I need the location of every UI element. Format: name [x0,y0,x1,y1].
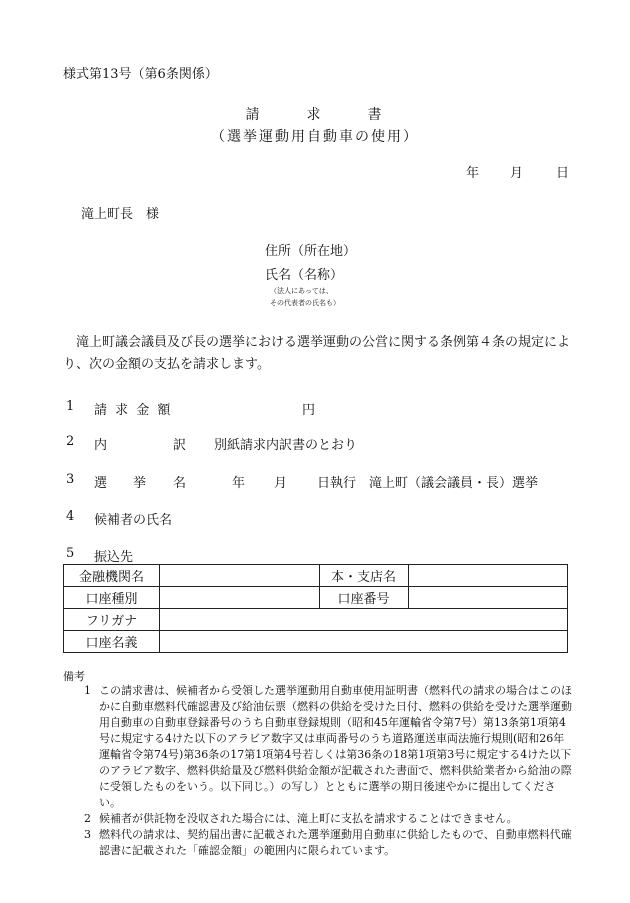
item-3-label-a: 選 [94,476,108,491]
account-type-field[interactable] [160,587,320,609]
bank-name-field[interactable] [160,565,320,587]
name-note-1: （法人にあっては、 [270,287,333,295]
item-3-rest: 日執行 滝上町（議会議員・長）選挙 [317,476,539,491]
account-name-field[interactable] [160,631,568,653]
address-label: 住所（所在地） [265,244,357,259]
item-3-label-c: 名 [173,476,187,491]
item-2-value: 別紙請求内訳書のとおり [214,438,358,453]
item-3-year: 年 [232,476,246,491]
date-year: 年 [466,166,480,181]
account-number-field[interactable] [408,587,568,609]
name-label: 氏名（名称） [265,268,344,283]
title-char-3: 書 [367,107,385,123]
furigana-field[interactable] [160,609,568,631]
remarks-heading: 備考 [63,670,85,683]
document-subtitle: （選挙運動用自動車の使用） [211,129,419,145]
table-row [64,565,568,587]
title-char-1: 請 [245,107,263,123]
branch-label: 本・支店名 [319,565,408,587]
item-5-number: 5 [66,546,75,561]
item-2-number: 2 [66,434,75,449]
note-3-number: 3 [84,828,91,841]
item-4-label: 候補者の氏名 [94,513,173,528]
item-3-number: 3 [66,472,75,487]
table-row [64,587,568,609]
note-1-number: 1 [84,684,91,697]
date-day: 日 [556,166,570,181]
item-3-label-b: 挙 [133,476,147,491]
addressee: 滝上町長 様 [81,207,160,222]
list-item [66,811,574,827]
account-number-label: 口座番号 [319,587,408,609]
item-5-label: 振込先 [94,550,134,565]
list-item [66,683,574,811]
form-number: 様式第13号（第6条関係） [63,67,218,82]
account-type-label: 口座種別 [64,587,160,609]
item-1-number: 1 [66,399,75,414]
item-2-label-b: 訳 [173,438,187,453]
bank-name-label: 金融機関名 [64,565,160,587]
document-title [0,104,630,124]
bank-transfer-table [63,564,568,653]
note-3-text: 燃料代の請求は、契約届出書に記載された選挙運動用自動車に供給したもので、自動車燃料代確認書に記載された「確認金額」の範囲内に限られています。 [99,828,572,857]
item-4-number: 4 [66,509,75,524]
name-note-2: その代表者の氏名も） [270,299,340,307]
furigana-label: フリガナ [64,609,160,631]
note-1-text: この請求書は、候補者から受領した選挙運動用自動車使用証明書（燃料代の請求の場合はこのほかに自動車燃料代確認書及び給油伝票（燃料の供給を受けた日付、燃料の供給を受けた選挙運動用自動車の自動車登録番号のうち自動車登録規則（昭和45年運輸省令第7号）第13条第1項第4号に規定する4けた以下のアラビア数字又は車両番号のうち道路運送車両法施行規則(昭和26年運輸省令第74号)第36条の17第1項第4号若しくは第36条の18第1項第3号に規定する4けた以下のアラビア数字、燃料供給量及び燃料供給金額が記載された書面で、燃料供給業者から給油の際に受領したものをいう。以下同じ。）の写し）とともに選挙の期日後速やかに提出してください。 [99,684,572,809]
body-paragraph: 滝上町議会議員及び長の選挙における選挙運動の公営に関する条例第４条の規定により、次の金額の支払を請求します。 [63,335,571,372]
item-2-label-a: 内 [94,438,108,453]
date-month: 月 [510,166,524,181]
item-1-label: 請 求 金 額 [94,403,173,418]
title-char-2: 求 [306,107,324,123]
table-row [64,631,568,653]
note-2-text: 候補者が供託物を没収された場合には、滝上町に支払を請求することはできません。 [99,812,518,825]
list-item [66,827,574,859]
note-2-number: 2 [84,812,91,825]
account-name-label: 口座名義 [64,631,160,653]
table-row [64,609,568,631]
branch-field[interactable] [408,565,568,587]
item-3-month: 月 [274,476,288,491]
item-1-unit: 円 [302,403,316,418]
remarks-list [66,683,574,859]
